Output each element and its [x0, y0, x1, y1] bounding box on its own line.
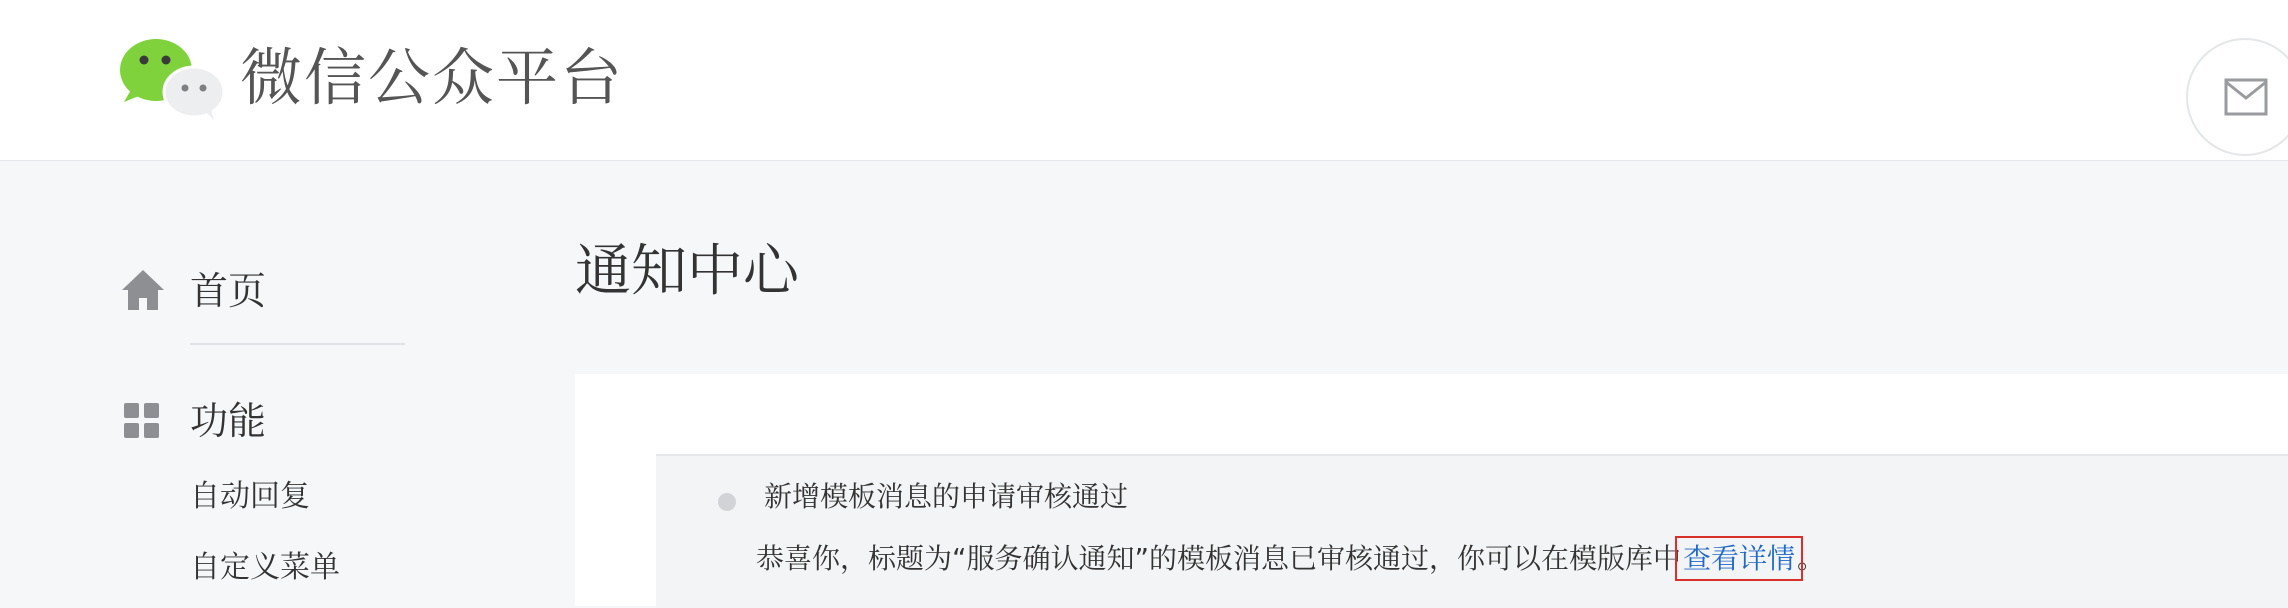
- sidebar: [0, 161, 520, 606]
- mail-icon: [2224, 78, 2268, 116]
- notification-item[interactable]: [656, 454, 2288, 608]
- brand-name[interactable]: 微信公众平台: [240, 41, 625, 114]
- sidebar-divider: [190, 343, 405, 345]
- top-header: [0, 0, 2288, 161]
- unread-dot-icon: [718, 493, 736, 511]
- notification-body: [756, 534, 1825, 584]
- view-details-link[interactable]: 查看详情: [1683, 542, 1796, 575]
- sidebar-item-home[interactable]: [120, 256, 420, 326]
- grid-icon: [124, 403, 160, 443]
- notification-card: [575, 374, 2288, 606]
- sidebar-item-auto-reply[interactable]: 自动回复: [190, 479, 310, 514]
- page-title: 通知中心: [575, 239, 799, 304]
- sidebar-item-functions-label: 功能: [190, 399, 267, 443]
- wechat-logo-icon[interactable]: [118, 36, 228, 122]
- sidebar-item-custom-menu[interactable]: 自定义菜单: [190, 550, 340, 585]
- sidebar-item-functions[interactable]: [120, 386, 420, 456]
- notification-body-end: 。: [1797, 542, 1826, 575]
- sidebar-item-home-label: 首页: [190, 269, 267, 313]
- notification-title: 新增模板消息的申请审核通过: [764, 480, 1129, 513]
- mail-button[interactable]: [2186, 38, 2288, 156]
- home-icon: [120, 268, 166, 316]
- notification-body-text: 恭喜你，标题为“服务确认通知”的模板消息已审核通过，你可以在模版库中: [756, 542, 1682, 575]
